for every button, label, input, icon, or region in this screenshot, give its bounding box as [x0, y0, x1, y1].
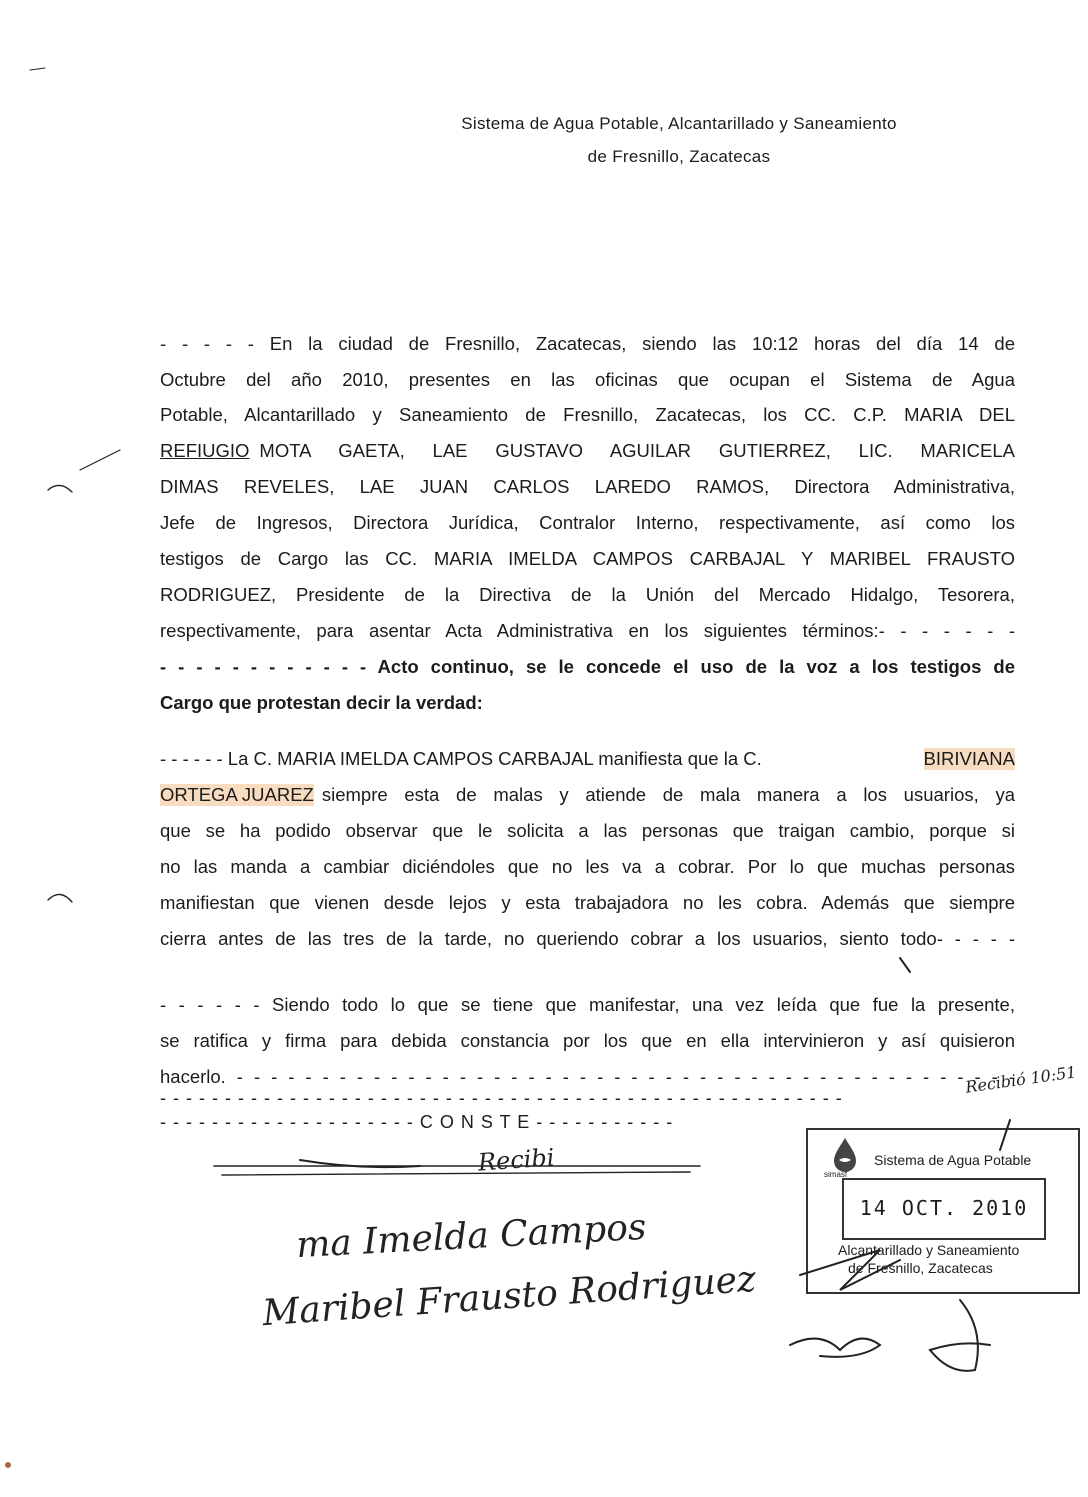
- margin-mark: [80, 450, 120, 470]
- paragraph-line: que se ha podido observar que le solicita a las personas que traigan cambio, porque si: [160, 820, 1015, 841]
- paragraph-line: Jefe de Ingresos, Directora Jurídica, Contralor Interno, respectivamente, así como los: [160, 512, 1015, 533]
- header-title-line1: Sistema de Agua Potable, Alcantarillado y Saneamiento: [461, 114, 897, 133]
- stamp-org-bottom2: de Fresnillo, Zacatecas: [848, 1260, 993, 1276]
- hole-punch-mark: [48, 485, 72, 492]
- conste-line: - - - - - - - - - - - - - - - - - - - - C O N S T E - - - - - - - - - - -: [160, 1112, 674, 1132]
- paragraph-line-rest: MOTA GAETA, LAE GUSTAVO AGUILAR GUTIERREZ, LIC. MARICELA: [259, 440, 1015, 461]
- margin-mark: [30, 68, 45, 70]
- stamp-date: 14 OCT. 2010: [859, 1196, 1029, 1220]
- signature-scribble: [800, 1250, 900, 1290]
- paragraph-line: Potable, Alcantarillado y Saneamiento de Fresnillo, Zacatecas, los CC. C.P. MARIA DEL: [160, 404, 1015, 425]
- underlined-name: REFIUGIO: [160, 440, 250, 461]
- signature-scribble-2: [930, 1300, 990, 1371]
- paragraph-line: se ratifica y firma para debida constancia por los que en ella intervinieron y así quisieron: [160, 1030, 1015, 1051]
- paragraph-line-bold: - - - - - - - - - - - - Acto continuo, se le concede el uso de la voz a los testigos de: [160, 656, 1015, 677]
- paragraph-line: hacerlo. - - - - - - - - - - - - - - - - - - - - - - - - - - - - - - - - - - - - - - - - - - - - - -: [160, 1066, 1015, 1087]
- paragraph-line-prefix: - - - - - - La C. MARIA IMELDA CAMPOS CARBAJAL manifiesta que la C.: [160, 748, 762, 769]
- highlighted-name: BIRIVIANA: [923, 748, 1015, 769]
- handwritten-signature-maribel: Maribel Frausto Rodriguez: [261, 1258, 758, 1335]
- paragraph-line: Octubre del año 2010, presentes en las oficinas que ocupan el Sistema de Agua: [160, 369, 1015, 390]
- paragraph-line: - - - - - - Siendo todo lo que se tiene que manifestar, una vez leída que fue la presente,: [160, 994, 1015, 1015]
- paragraph-line: no las manda a cambiar diciéndoles que no les va a cobrar. Por lo que muchas personas: [160, 856, 1015, 877]
- paragraph-line: respectivamente, para asentar Acta Administrativa en los siguientes términos:- - - - - - -: [160, 620, 1015, 641]
- highlighted-name: ORTEGA JUAREZ: [160, 784, 314, 805]
- paragraph-line: - - - - - En la ciudad de Fresnillo, Zacatecas, siendo las 10:12 horas del día 14 de: [160, 333, 1015, 354]
- handwritten-received-note: Recibió 10:51: [964, 1062, 1078, 1097]
- stamp-org-bottom1: Alcantarillado y Saneamiento: [838, 1242, 1020, 1258]
- paragraph-line: manifiestan que vienen desde lejos y esta trabajadora no les cobra. Además que siempre: [160, 892, 1015, 913]
- handwritten-recibi: Recibi: [477, 1143, 556, 1177]
- signature-tick: [1000, 1120, 1010, 1150]
- signature-scribble-3: [790, 1339, 880, 1357]
- paragraph-line: DIMAS REVELES, LAE JUAN CARLOS LAREDO RAMOS, Directora Administrativa,: [160, 476, 1015, 497]
- dashed-rule: - - - - - - - - - - - - - - - - - - - - - - - - - - - - - - - - - - - - - - - - - - - - - - - - - - - - -: [160, 1088, 843, 1108]
- paragraph-line: cierra antes de las tres de la tarde, no queriendo cobrar a los usuarios, siento todo- - - - -: [160, 928, 1015, 949]
- paragraph-line: RODRIGUEZ, Presidente de la Directiva de la Unión del Mercado Hidalgo, Tesorera,: [160, 584, 1015, 605]
- paragraph-line: testigos de Cargo las CC. MARIA IMELDA CAMPOS CARBAJAL Y MARIBEL FRAUSTO: [160, 548, 1015, 569]
- stamp-org-top: Sistema de Agua Potable: [874, 1152, 1032, 1168]
- hole-punch-mark: [48, 894, 72, 902]
- handwritten-signature-imelda: ma Imelda Campos: [295, 1206, 648, 1267]
- header-title-line2: de Fresnillo, Zacatecas: [587, 147, 771, 166]
- paper-speck: [5, 1462, 11, 1468]
- stamp-logo-caption: simasf: [824, 1170, 848, 1179]
- paragraph-line-rest: siempre esta de malas y atiende de mala manera a los usuarios, ya: [321, 784, 1015, 805]
- ink-tick: [900, 958, 910, 972]
- signature-underline-stroke-2: [222, 1172, 690, 1175]
- paragraph-line-bold: Cargo que protestan decir la verdad:: [160, 692, 483, 713]
